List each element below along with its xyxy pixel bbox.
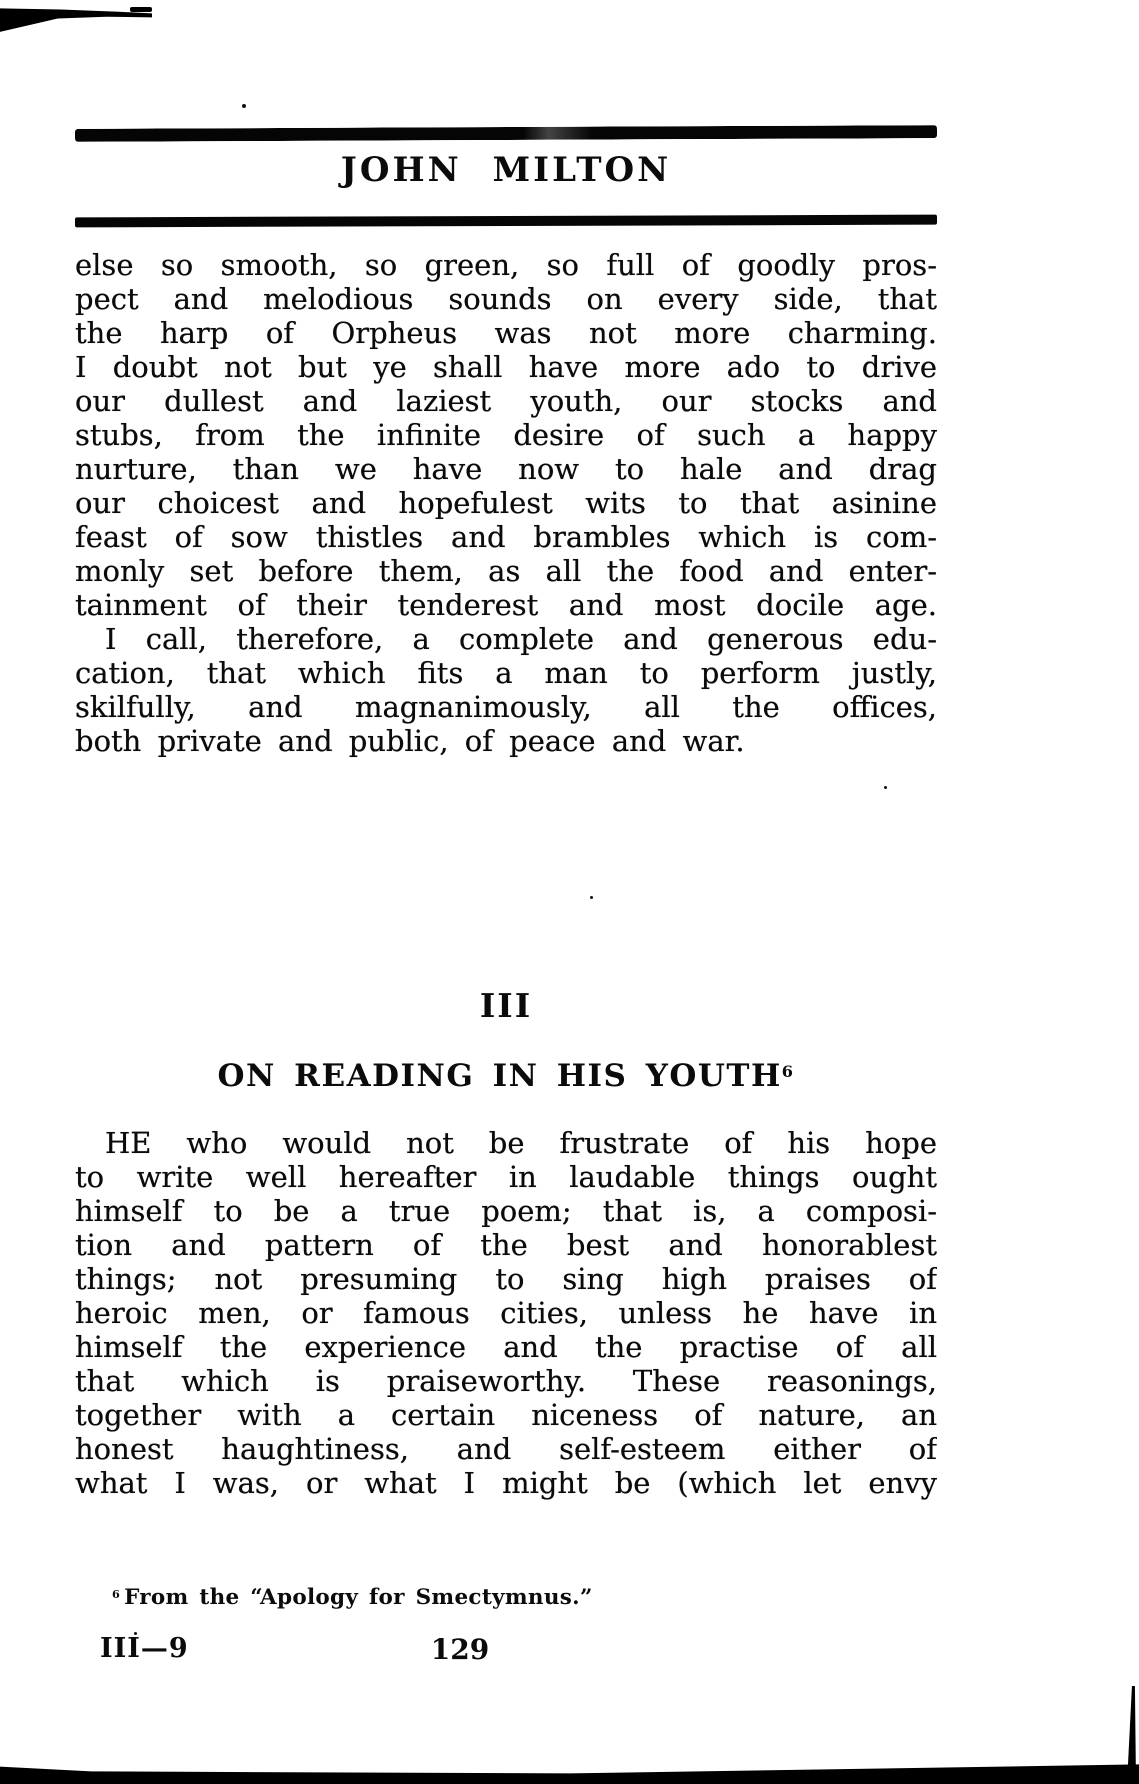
header-rule-bottom [75, 215, 937, 228]
text-line: stubs, from the infinite desire of such a happy [75, 418, 937, 452]
text-line: both private and public, of peace and war. [75, 724, 745, 758]
footnote-text: From the “Apology for Smectymnus.” [124, 1585, 593, 1610]
text-line: that which is praiseworthy. These reasonings, [75, 1364, 937, 1398]
text-line: cation, that which fits a man to perform justly, [75, 656, 937, 690]
text-line: our choicest and hopefulest wits to that asinine [75, 486, 937, 520]
text-line: things; not presuming to sing high praises of [75, 1262, 937, 1296]
text-line: himself to be a true poem; that is, a composi- [75, 1194, 937, 1228]
paragraph-continuation [75, 248, 937, 622]
text-line: himself the experience and the practise of all [75, 1330, 937, 1364]
signature-mark: III—9 [100, 1633, 189, 1664]
text-line: tainment of their tenderest and most docile age. [75, 588, 937, 622]
text-line: to write well hereafter in laudable things ought [75, 1160, 937, 1194]
running-head-title: JOHN MILTON [340, 150, 672, 190]
text-line: skilfully, and magnanimously, all the offices, [75, 690, 937, 724]
text-line: HE who would not be frustrate of his hope [105, 1126, 937, 1160]
text-line: I doubt not but ye shall have more ado to drive [75, 350, 937, 384]
text-line: nurture, than we have now to hale and drag [75, 452, 937, 486]
text-line: honest haughtiness, and self-esteem either of [75, 1432, 937, 1466]
section-title-text: ON READING IN HIS YOUTH [217, 1058, 782, 1094]
scan-dot [242, 104, 246, 108]
text-line: tion and pattern of the best and honorablest [75, 1228, 937, 1262]
paragraph-he-who-would [75, 1126, 937, 1500]
text-line: what I was, or what I might be (which let envy [75, 1466, 937, 1500]
scan-smudge-dash [130, 7, 152, 12]
page-number: 129 [430, 1633, 490, 1666]
footnote-reference-marker: 6 [781, 1062, 795, 1081]
footnote-marker: 6 [112, 1588, 121, 1601]
text-line: I call, therefore, a complete and generous edu- [105, 622, 937, 656]
scan-dot [590, 896, 593, 899]
scan-dot [884, 786, 887, 789]
text-line: feast of sow thistles and brambles which is com- [75, 520, 937, 554]
text-line: monly set before them, as all the food and enter- [75, 554, 937, 588]
scan-bar-bottom-edge [0, 1756, 1139, 1784]
header-rule-top [75, 125, 937, 142]
section-title [75, 1058, 937, 1094]
text-line: our dullest and laziest youth, our stocks and [75, 384, 937, 418]
paragraph-i-call-therefore [75, 622, 937, 758]
text-line: else so smooth, so green, so full of goodly pros- [75, 248, 937, 282]
text-line: pect and melodious sounds on every side, that [75, 282, 937, 316]
text-line: the harp of Orpheus was not more charming. [75, 316, 937, 350]
text-line: together with a certain niceness of nature, an [75, 1398, 937, 1432]
text-line: heroic men, or famous cities, unless he have in [75, 1296, 937, 1330]
section-number: III [479, 986, 533, 1025]
footnote [112, 1585, 593, 1610]
